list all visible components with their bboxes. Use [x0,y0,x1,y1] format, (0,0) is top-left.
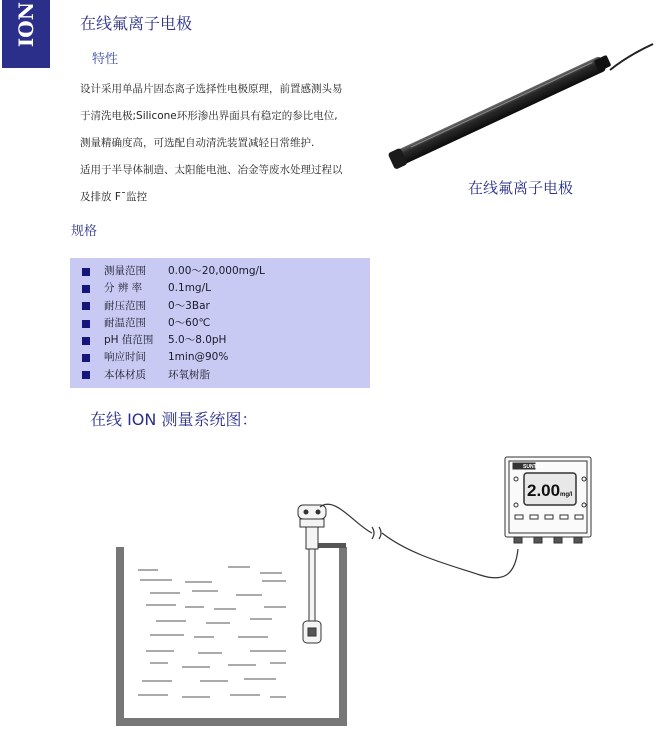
features-heading: 特性 [92,52,119,67]
spec-value: 0.00～20,000mg/L [168,265,265,277]
ion-controller [505,457,591,543]
measurement-system-diagram [110,445,600,735]
spec-label: 耐温范围 [104,316,146,329]
cable-break-mark [372,527,381,539]
side-tab-label: ION [14,2,38,48]
spec-value: 0.1mg/L [168,282,211,295]
description-line: 测量精确度高，可选配自动清洗装置减轻日常维护. [80,137,315,149]
specs-heading: 规格 [71,224,98,239]
square-bullet-icon [82,337,90,345]
spec-label: pH 值范围 [104,334,154,347]
signal-cable [320,504,372,533]
square-bullet-icon [82,285,90,293]
spec-label: 分 辨 率 [104,282,143,295]
water-surface [138,567,286,697]
square-bullet-icon [82,371,90,379]
signal-cable [382,533,518,578]
spec-item [82,349,370,366]
specs-panel [70,258,370,388]
spec-label: 测量范围 [104,265,146,277]
spec-item [82,367,370,384]
system-diagram-heading: 在线 ION 测量系统图： [90,410,258,429]
spec-value: 5.0～8.0pH [168,334,227,347]
probe-cable [610,44,653,70]
spec-value: 1min@90% [168,351,229,364]
probe-body [392,56,607,168]
square-bullet-icon [82,302,90,310]
spec-item [82,315,370,332]
page-title: 在线氟离子电极 [80,14,193,33]
spec-label: 本体材质 [104,368,146,381]
controller-reading: 2.00 [527,481,561,500]
features-description [80,76,380,211]
spec-value: 0～3Bar [168,299,210,312]
spec-label: 耐压范围 [104,299,146,312]
section-side-tab [2,0,50,68]
description-line: 设计采用单晶片固态离子选择性电极原理，前置感测头易 [80,83,343,95]
description-line: 于清洗电极;Silicone环形渗出界面具有稳定的参比电位, [80,110,338,122]
spec-item [82,332,370,349]
description-line: 及排放 F¯监控 [80,191,148,203]
product-caption: 在线氟离子电极 [468,179,574,197]
square-bullet-icon [82,320,90,328]
spec-item [82,263,370,280]
square-bullet-icon [82,354,90,362]
immersed-probe [298,505,326,643]
spec-item [82,298,370,315]
square-bullet-icon [82,268,90,276]
specs-list [70,258,370,384]
controller-brand: SUNTEX [523,464,544,470]
spec-label: 响应时间 [104,351,146,364]
spec-value: 环氧树脂 [168,368,210,381]
controller-unit: mg/l [560,492,573,498]
electrode-probe-image [385,38,655,178]
spec-item [82,280,370,297]
description-line: 适用于半导体制造、太阳能电池、冶金等废水处理过程以 [80,164,343,176]
spec-value: 0～60℃ [168,316,211,329]
